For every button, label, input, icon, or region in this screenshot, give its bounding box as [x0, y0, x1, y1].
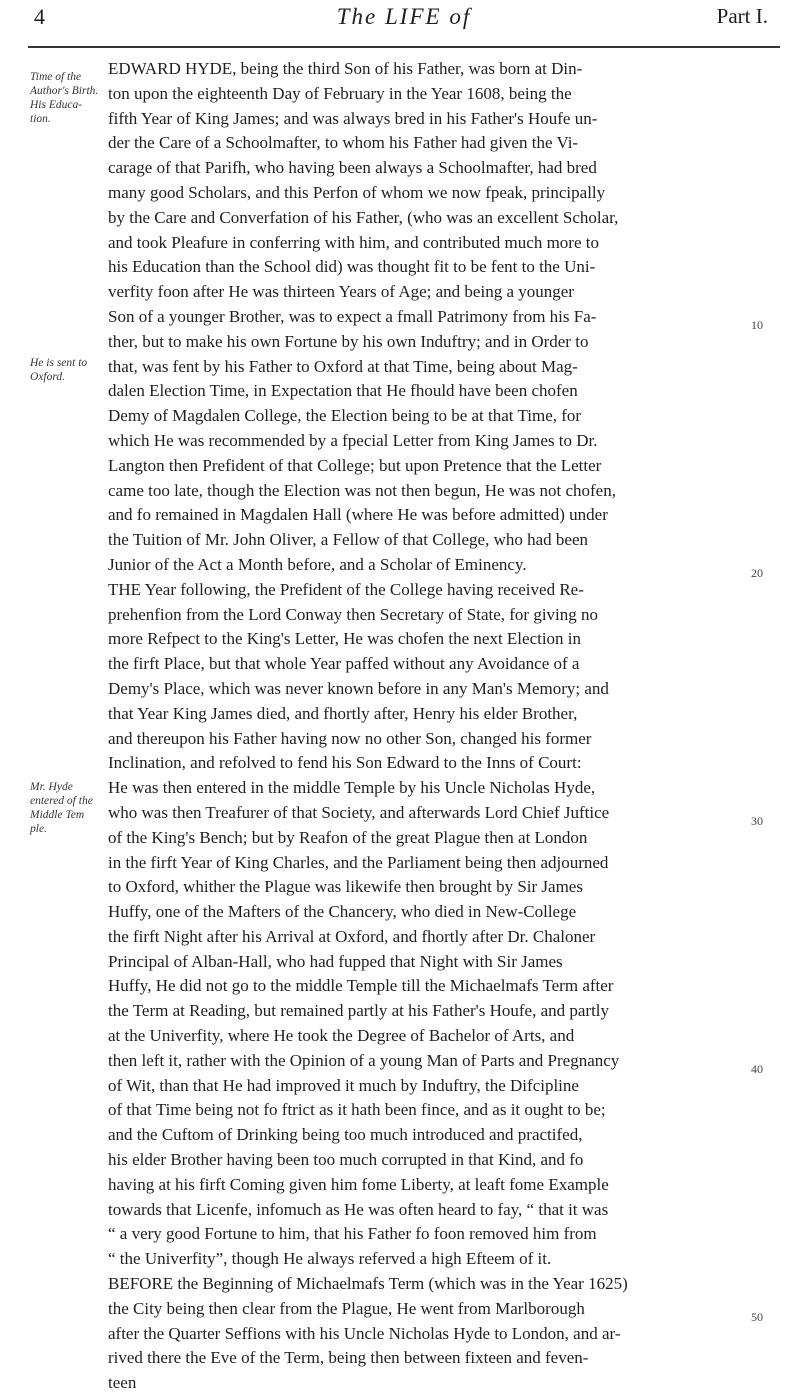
text-line: “ the Univerfity”, though He always referved a high Efteem of it.	[108, 1249, 552, 1269]
text-line: “ a very good Fortune to him, that his Father fo foon removed him from	[108, 1224, 597, 1244]
text-line: more Refpect to the King's Letter, He was chofen the next Election in	[108, 629, 582, 649]
text-line: THE Year following, the Prefident of the College having received Re-	[108, 579, 584, 599]
text-line: rived there the Eve of the Term, being then between fixteen and feven-	[108, 1348, 589, 1368]
text-line: towards that Licenfe, infomuch as He was often heard to fay, “ that it was	[108, 1199, 609, 1219]
text-line: and the Cuftom of Drinking being too much introduced and practifed,	[108, 1125, 583, 1145]
text-line: which He was recommended by a fpecial Letter from King James to Dr.	[108, 430, 598, 450]
text-line: his Education than the School did) was thought fit to be fent to the Uni-	[108, 257, 596, 277]
text-line: of Wit, than that He had improved it much by Induftry, the Difcipline	[108, 1075, 579, 1095]
text-line: by the Care and Converfation of his Father, (who was an excellent Scholar,	[108, 207, 619, 227]
text-line: the City being then clear from the Plague, He went from Marlborough	[108, 1298, 585, 1318]
text-line: of the King's Bench; but by Reafon of the great Plague then at London	[108, 827, 588, 847]
page-number: 4	[34, 4, 45, 29]
text-line: to Oxford, whither the Plague was likewife then brought by Sir James	[108, 877, 583, 897]
text-line: and took Pleafure in conferring with him, and contributed much more to	[108, 232, 599, 252]
page-header	[28, 0, 780, 48]
text-line: at the Univerfity, where He took the Degree of Bachelor of Arts, and	[108, 1026, 575, 1046]
body-text	[108, 57, 748, 1396]
text-line: teen	[108, 1373, 137, 1393]
line-number: 20	[751, 566, 763, 580]
text-line: and fo remained in Magdalen Hall (where He was before admitted) under	[108, 505, 608, 525]
margin-note-oxford: He is sent to Oxford.	[30, 357, 88, 383]
text-line: Demy of Magdalen College, the Election being to be at that Time, for	[108, 406, 582, 426]
text-line: BEFORE the Beginning of Michaelmafs Term (which was in the Year 1625)	[108, 1274, 628, 1294]
text-line: dalen Election Time, in Expectation that He fhould have been chofen	[108, 381, 578, 401]
text-line: fifth Year of King James; and was always bred in his Father's Houfe un-	[108, 108, 598, 128]
text-line: many good Scholars, and this Perfon of whom we now fpeak, principally	[108, 182, 606, 202]
text-line: his elder Brother having been too much corrupted in that Kind, and fo	[108, 1150, 584, 1170]
margin-note-middle-temple: Mr. Hyde entered of the Middle Tem ple.	[30, 781, 93, 835]
text-line: verfity foon after He was thirteen Years of Age; and being a younger	[108, 282, 574, 302]
text-line: Inclination, and refolved to fend his Son Edward to the Inns of Court:	[108, 753, 582, 773]
text-line: the Term at Reading, but remained partly at his Father's Houfe, and partly	[108, 1001, 610, 1021]
line-number: 10	[751, 318, 763, 332]
text-line: that, was fent by his Father to Oxford at that Time, being about Mag-	[108, 356, 578, 376]
text-line: and thereupon his Father having now no other Son, changed his former	[108, 728, 592, 748]
text-line: who was then Treafurer of that Society, and afterwards Lord Chief Juftice	[108, 802, 610, 822]
text-line: Son of a younger Brother, was to expect a fmall Patrimony from his Fa-	[108, 306, 597, 326]
text-line: after the Quarter Seffions with his Uncle Nicholas Hyde to London, and ar-	[108, 1323, 621, 1343]
text-line: came too late, though the Election was not then begun, He was not chofen,	[108, 480, 616, 500]
line-number: 50	[751, 1310, 763, 1324]
text-line: der the Care of a Schoolmafter, to whom his Father had given the Vi-	[108, 133, 579, 153]
text-line: the firft Place, but that whole Year paffed without any Avoidance of a	[108, 654, 580, 674]
running-title: The LIFE of	[336, 4, 472, 29]
text-line: Langton then Prefident of that College; but upon Pretence that the Letter	[108, 455, 602, 475]
text-line: then left it, rather with the Opinion of a young Man of Parts and Pregnancy	[108, 1050, 620, 1070]
text-line: ton upon the eighteenth Day of February in the Year 1608, being the	[108, 83, 572, 103]
part-label: Part I.	[716, 4, 768, 28]
line-number: 40	[751, 1062, 763, 1076]
text-line: Junior of the Act a Month before, and a Scholar of Eminency.	[108, 554, 527, 574]
line-number: 30	[751, 814, 763, 828]
text-line: ther, but to make his own Fortune by his own Induftry; and in Order to	[108, 331, 589, 351]
text-line: He was then entered in the middle Temple by his Uncle Nicholas Hyde,	[108, 778, 596, 798]
text-line: Principal of Alban-Hall, who had fupped that Night with Sir James	[108, 951, 563, 971]
text-line: EDWARD HYDE, being the third Son of his Father, was born at Din-	[108, 59, 583, 78]
text-line: Huffy, one of the Mafters of the Chancery, who died in New-College	[108, 902, 577, 922]
text-line: the firft Night after his Arrival at Oxford, and fhortly after Dr. Chaloner	[108, 926, 596, 946]
text-line: carage of that Parifh, who having been always a Schoolmafter, had bred	[108, 158, 597, 178]
text-line: the Tuition of Mr. John Oliver, a Fellow of that College, who had been	[108, 530, 588, 550]
text-line: prehenfion from the Lord Conway then Secretary of State, for giving no	[108, 604, 599, 624]
margin-note-birth: Time of the Author's Birth. His Educa-tion.	[30, 71, 99, 125]
text-line: having at his firft Coming given him fome Liberty, at leaft fome Example	[108, 1174, 609, 1194]
text-line: that Year King James died, and fhortly after, Henry his elder Brother,	[108, 703, 578, 723]
text-line: of that Time being not fo ftrict as it hath been fince, and as it ought to be;	[108, 1100, 606, 1120]
text-line: Demy's Place, which was never known before in any Man's Memory; and	[108, 678, 609, 698]
text-line: Huffy, He did not go to the middle Temple till the Michaelmafs Term after	[108, 976, 614, 996]
text-line: in the firft Year of King Charles, and the Parliament being then adjourned	[108, 852, 609, 872]
